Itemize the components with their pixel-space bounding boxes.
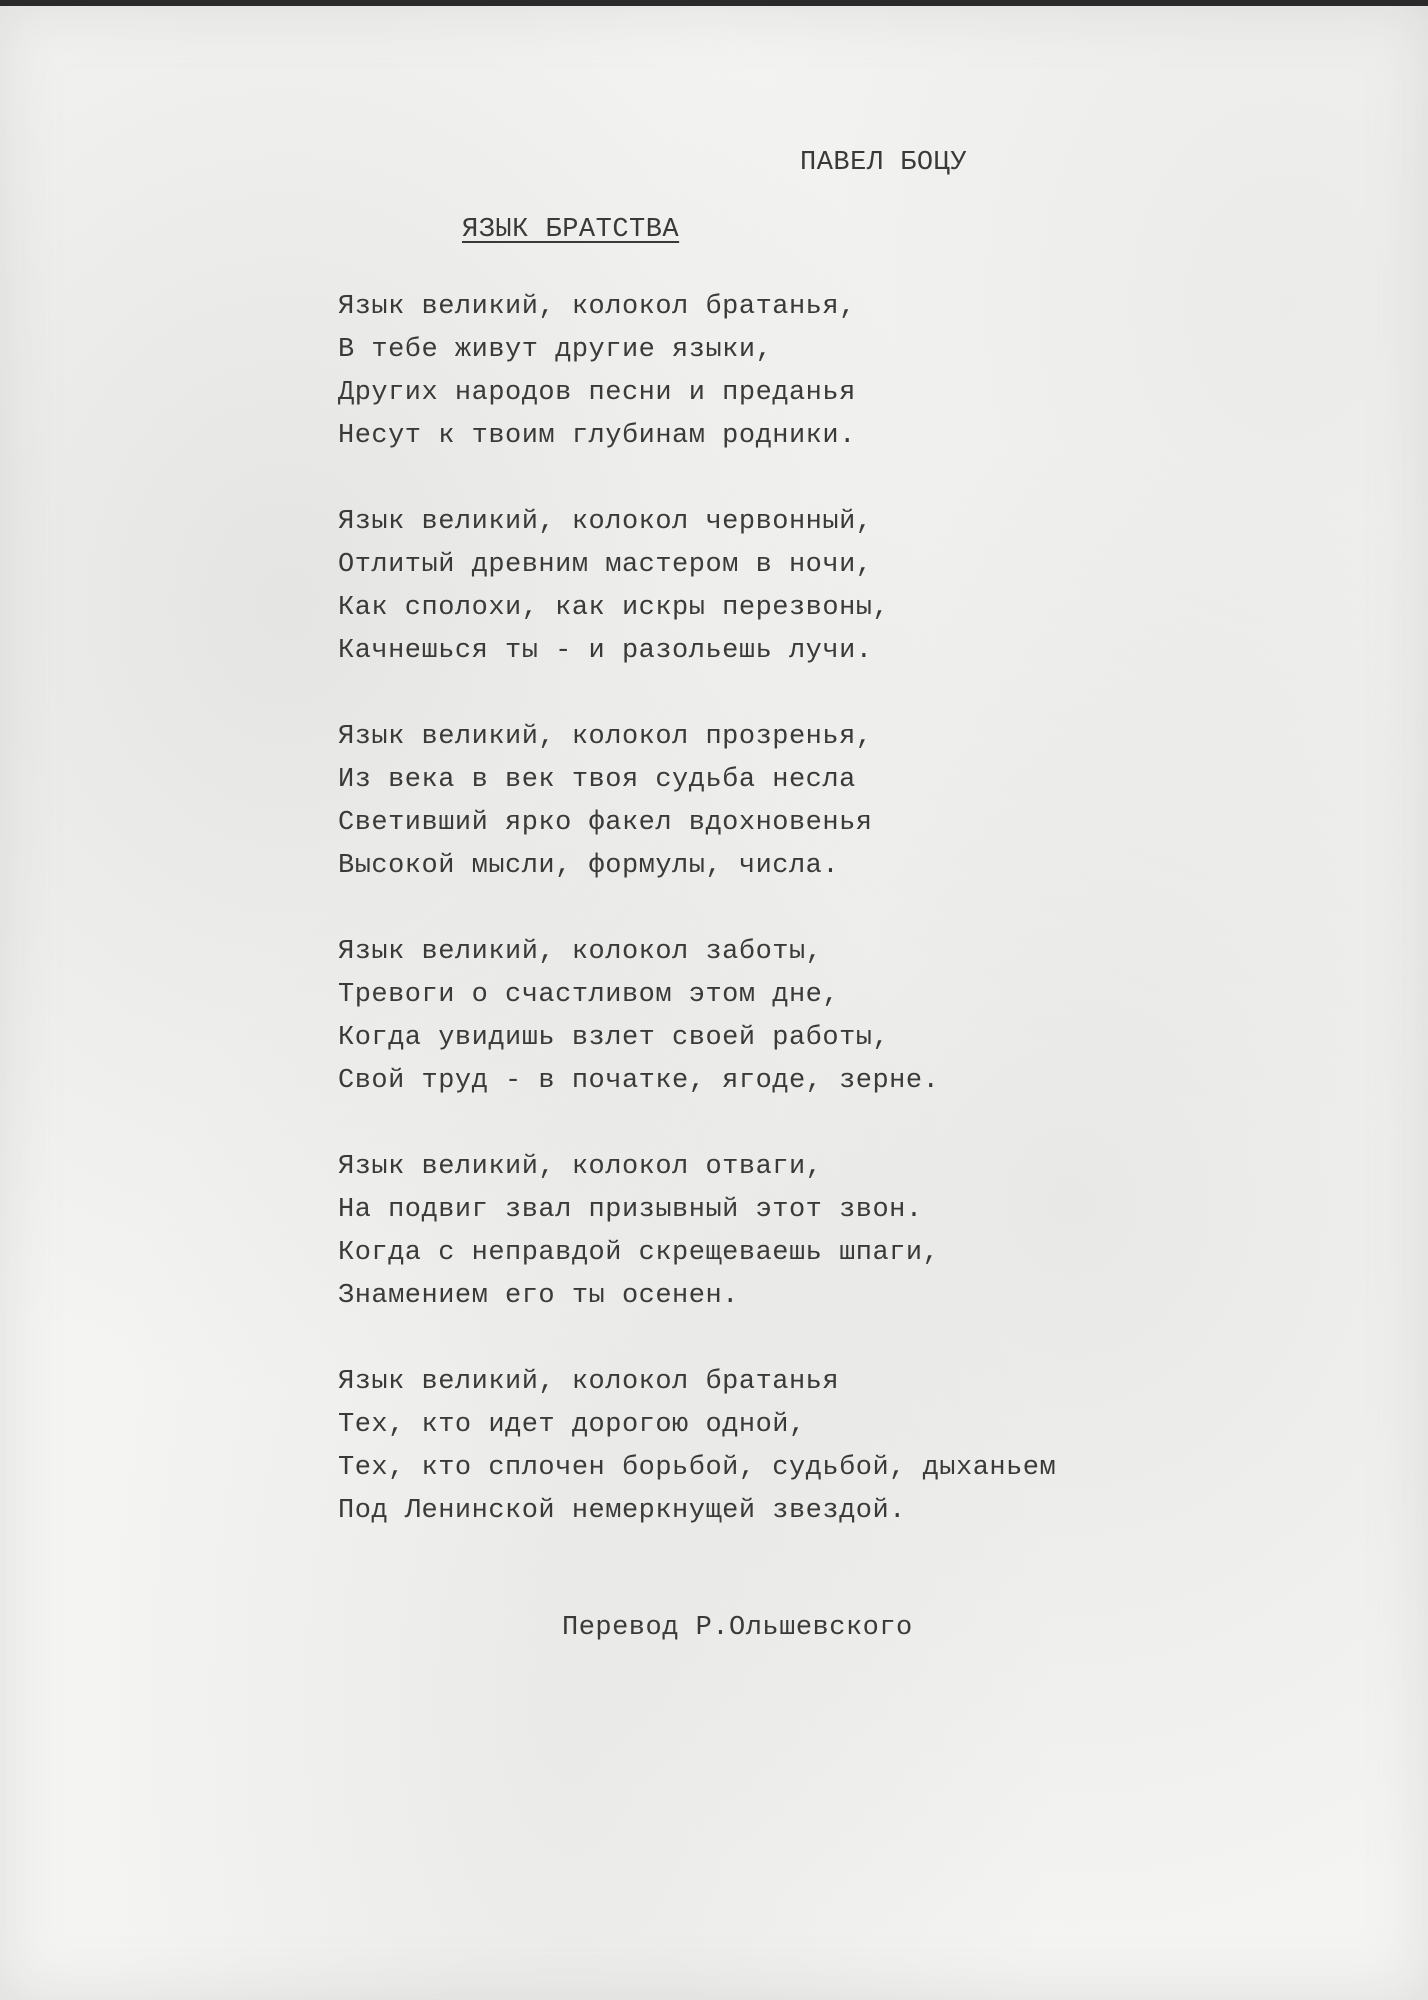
poem-line: На подвиг звал призывный этот звон. xyxy=(338,1195,923,1225)
poem-line: Язык великий, колокол червонный, xyxy=(338,507,873,537)
stanza xyxy=(338,716,1138,888)
poem-title: ЯЗЫК БРАТСТВА xyxy=(462,215,680,245)
poem-line: Язык великий, колокол братанья, xyxy=(338,292,856,322)
poem-line: Тех, кто сплочен борьбой, судьбой, дыханьем xyxy=(338,1453,1057,1483)
poem-line: Под Ленинской немеркнущей звездой. xyxy=(338,1496,906,1526)
poem-line: Несут к твоим глубинам родники. xyxy=(338,421,856,451)
author-name: ПАВЕЛ БОЦУ xyxy=(800,148,968,178)
poem-line: Высокой мысли, формулы, числа. xyxy=(338,851,840,881)
poem-line: Когда увидишь взлет своей работы, xyxy=(338,1023,890,1053)
poem-line: Отлитый древним мастером в ночи, xyxy=(338,550,873,580)
stanza xyxy=(338,1146,1138,1318)
stanza xyxy=(338,931,1138,1103)
poem-line: Язык великий, колокол заботы, xyxy=(338,937,823,967)
stanza xyxy=(338,1361,1138,1533)
poem-line: Качнешься ты - и разольешь лучи. xyxy=(338,636,873,666)
poem-line: Язык великий, колокол отваги, xyxy=(338,1152,823,1182)
poem-body xyxy=(338,286,1138,1576)
poem-line: Светивший ярко факел вдохновенья xyxy=(338,808,873,838)
poem-line: Как сполохи, как искры перезвоны, xyxy=(338,593,890,623)
translator-credit: Перевод Р.Ольшевского xyxy=(562,1613,913,1643)
poem-line: Других народов песни и преданья xyxy=(338,378,856,408)
poem-line: Язык великий, колокол братанья xyxy=(338,1367,840,1397)
poem-line: Свой труд - в початке, ягоде, зерне. xyxy=(338,1066,940,1096)
poem-line: Знамением его ты осенен. xyxy=(338,1281,739,1311)
poem-line: Тревоги о счастливом этом дне, xyxy=(338,980,840,1010)
stanza xyxy=(338,286,1138,458)
poem-line: Когда с неправдой скрещеваешь шпаги, xyxy=(338,1238,940,1268)
poem-line: Тех, кто идет дорогою одной, xyxy=(338,1410,806,1440)
poem-line: В тебе живут другие языки, xyxy=(338,335,773,365)
poem-line: Из века в век твоя судьба несла xyxy=(338,765,856,795)
poem-line: Язык великий, колокол прозренья, xyxy=(338,722,873,752)
stanza xyxy=(338,501,1138,673)
paper-sheet xyxy=(0,6,1428,2000)
